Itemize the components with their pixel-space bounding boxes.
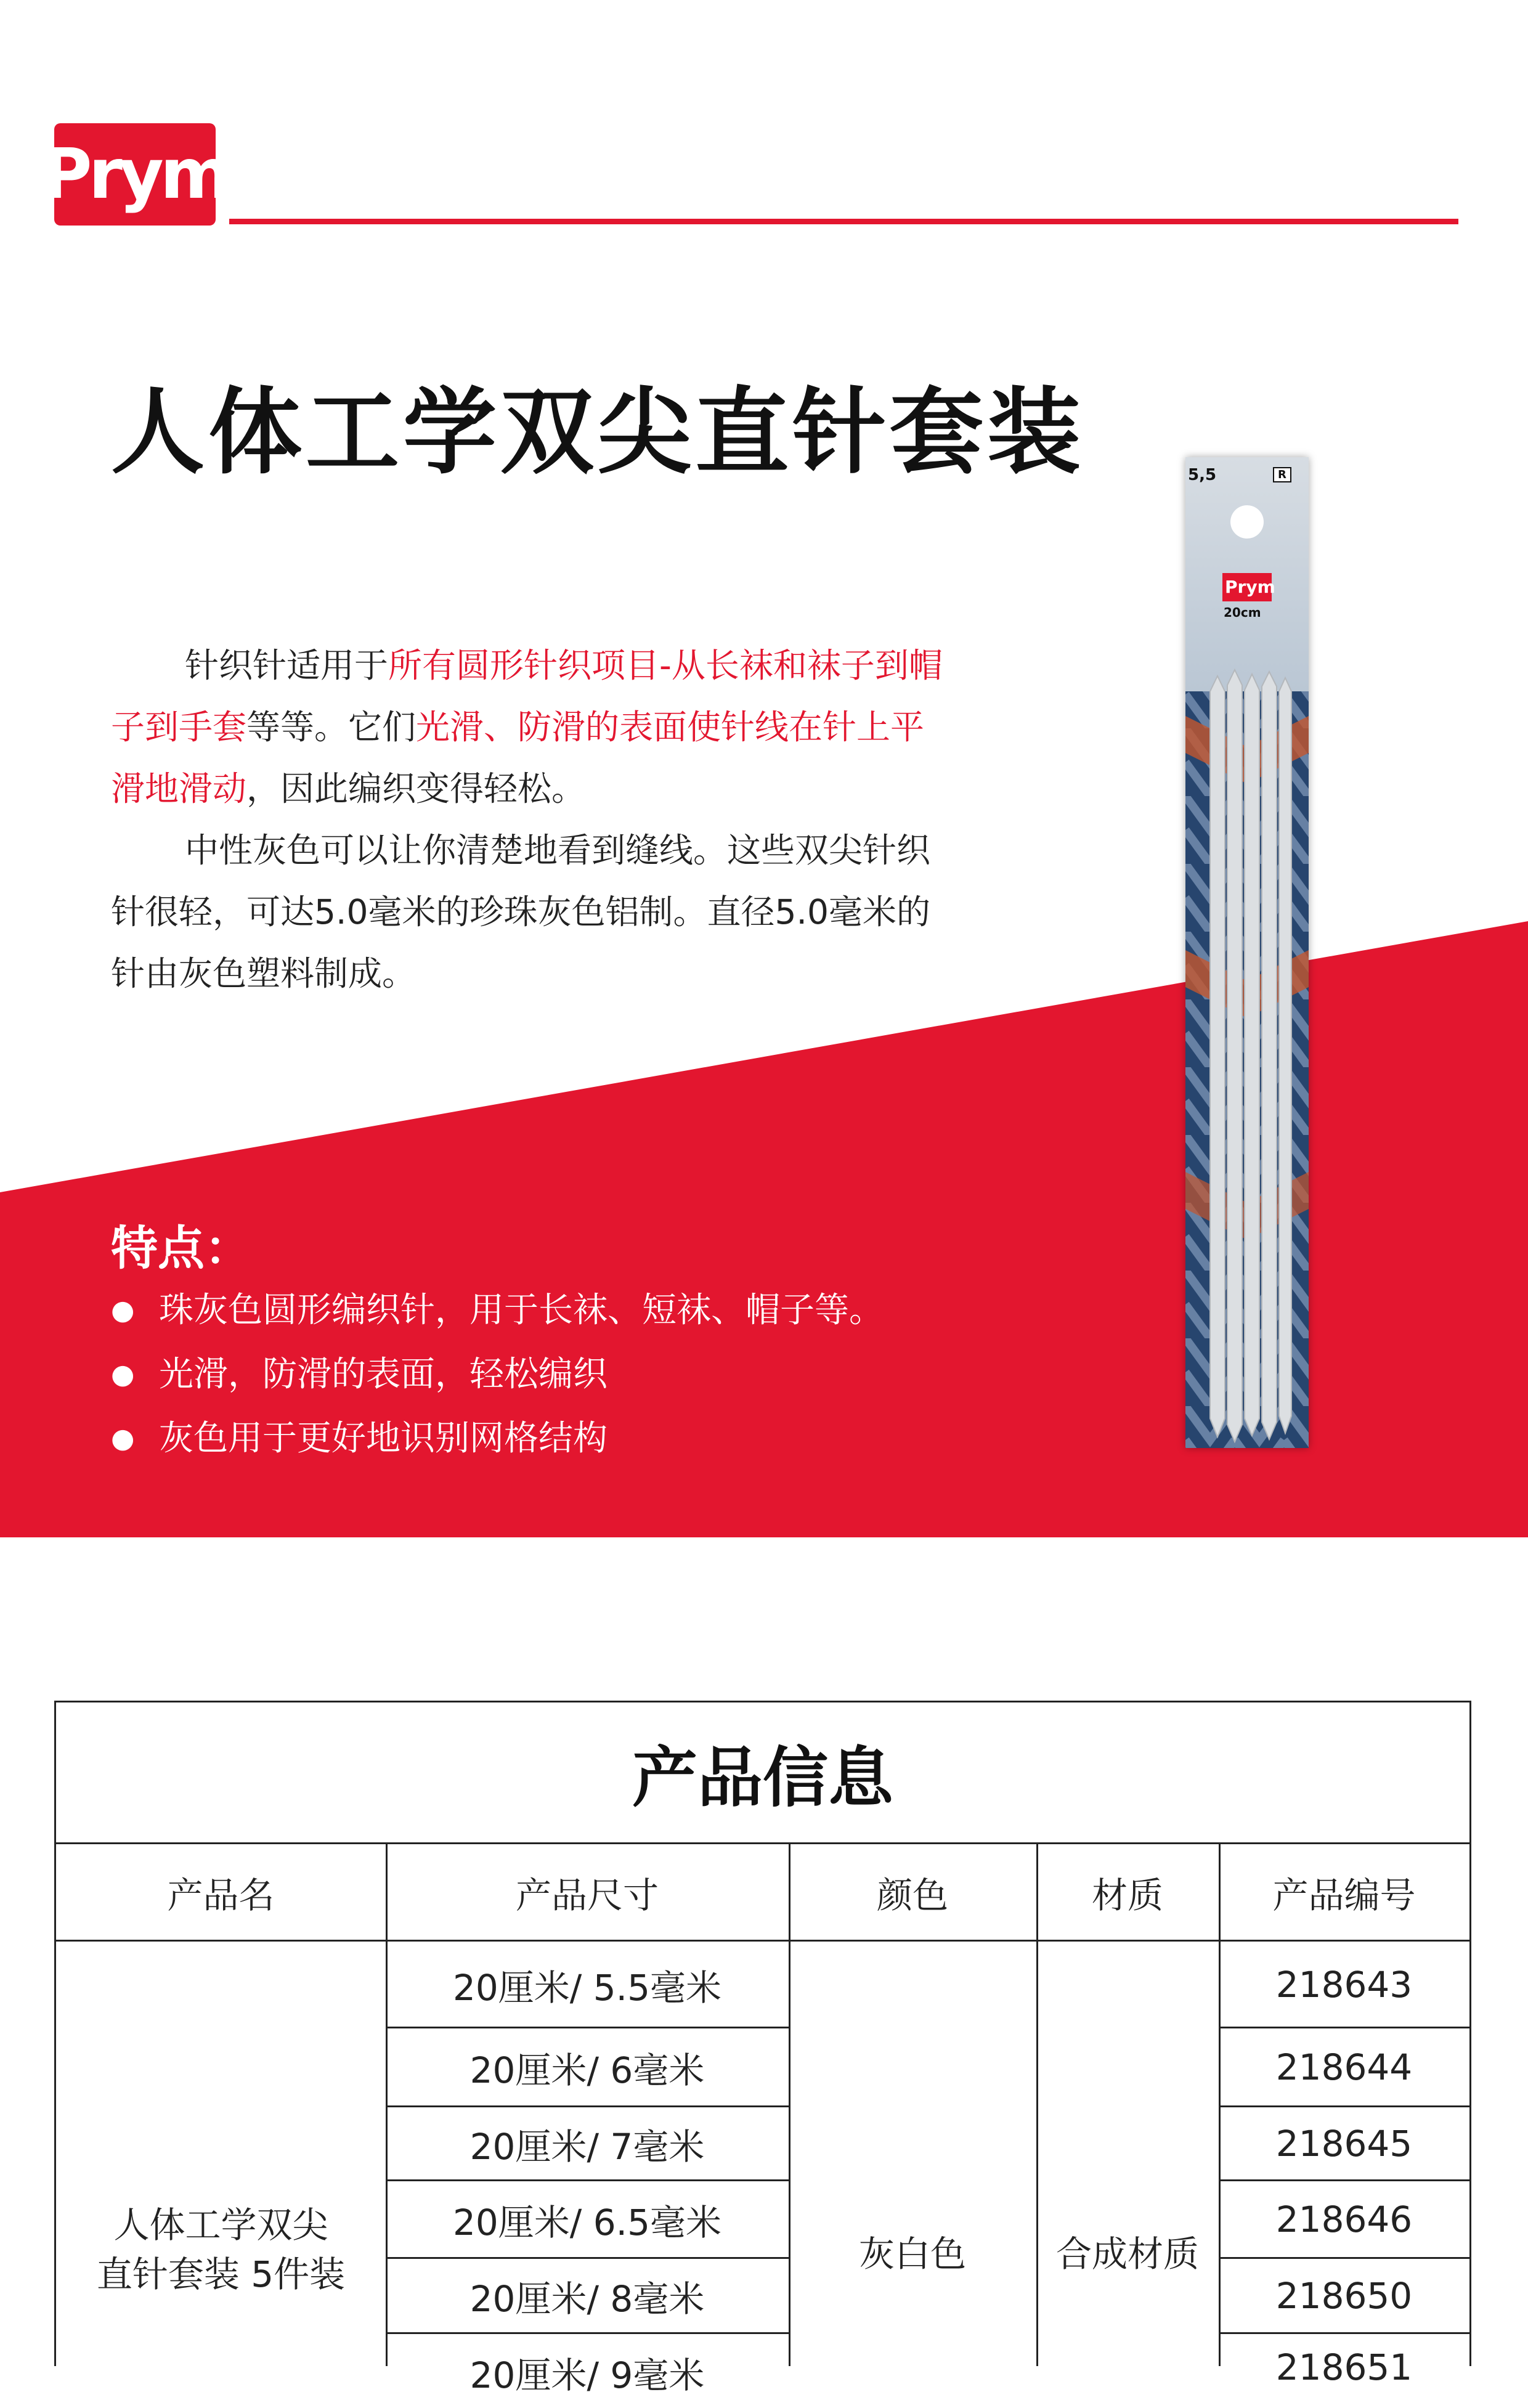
- table-title: 产品信息: [56, 1702, 1469, 1844]
- code-cell: 218650: [1275, 2275, 1413, 2317]
- bullet-icon: ●: [111, 1359, 135, 1390]
- header-product-name: 产品名: [56, 1844, 386, 1942]
- page-title: 人体工学双尖直针套装: [111, 378, 1084, 487]
- highlight-text: 光滑、防滑的表面使针线在针上平滑地滑动: [111, 707, 925, 808]
- size-cell: 20厘米/ 9毫米: [469, 2354, 705, 2396]
- size-cell: 20厘米/ 7毫米: [469, 2126, 705, 2168]
- body-text: ，因此编织变得轻松。: [246, 769, 586, 808]
- product-name-cell: 人体工学双尖 直针套装 5件装: [96, 2204, 346, 2295]
- brand-logo-text: Prym: [41, 134, 229, 214]
- code-cell: 218646: [1275, 2199, 1413, 2240]
- body-text: 针织针适用于: [185, 646, 389, 685]
- highlight-text: 所有圆形针织项目-从长袜和袜子到帽子到手套: [111, 646, 943, 747]
- header-product-code: 产品编号: [1219, 1844, 1469, 1942]
- description-paragraph-1: [111, 635, 949, 820]
- size-cell: 20厘米/ 8毫米: [469, 2278, 705, 2320]
- header-color: 颜色: [789, 1844, 1036, 1942]
- code-cell: 218645: [1275, 2123, 1413, 2165]
- feature-item: ● 珠灰色圆形编织针，用于长袜、短袜、帽子等。: [111, 1279, 884, 1343]
- description-paragraph-2: 中性灰色可以让你清楚地看到缝线。这些双尖针织针很轻，可达5.0毫米的珍珠灰色铝制。直径5.0毫米的针由灰色塑料制成。: [111, 831, 931, 993]
- header-product-size: 产品尺寸: [386, 1844, 789, 1942]
- product-package-image: [1185, 457, 1309, 1448]
- features-list: [111, 1279, 884, 1471]
- feature-item: ● 光滑，防滑的表面，轻松编织: [111, 1343, 884, 1407]
- product-info-table: [54, 1701, 1471, 2396]
- code-cell: 218644: [1275, 2046, 1413, 2088]
- package-length: 20cm: [1224, 605, 1261, 620]
- size-cell: 20厘米/ 6毫米: [469, 2049, 705, 2091]
- bullet-icon: ●: [111, 1423, 135, 1454]
- color-cell: 灰白色: [858, 2233, 966, 2275]
- features-title: 特点：: [111, 1221, 251, 1275]
- size-cell: 20厘米/ 6.5毫米: [452, 2202, 722, 2243]
- header-material: 材质: [1036, 1844, 1219, 1942]
- bullet-icon: ●: [111, 1295, 135, 1326]
- body-text: 等等。它们: [246, 707, 417, 747]
- size-cell: 20厘米/ 5.5毫米: [452, 1967, 722, 2009]
- package-size-label: 5,5: [1188, 466, 1217, 484]
- material-cell: 合成材质: [1055, 2233, 1199, 2275]
- package-brand: Prym: [1225, 577, 1275, 597]
- code-cell: 218651: [1275, 2346, 1413, 2388]
- feature-item: ● 灰色用于更好地识别网格结构: [111, 1407, 884, 1471]
- product-description: [111, 635, 949, 1004]
- code-cell: 218643: [1275, 1964, 1413, 2006]
- package-badge: R: [1273, 467, 1291, 482]
